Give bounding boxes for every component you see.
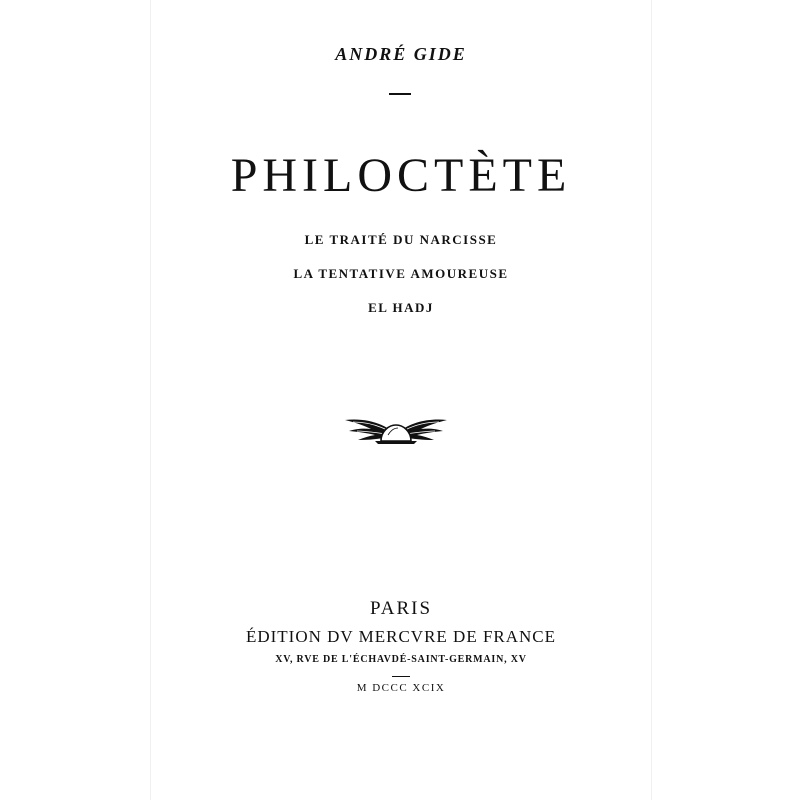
author-name: ANDRÉ GIDE <box>335 44 467 64</box>
contents-item: EL HADJ <box>368 300 434 315</box>
title-page <box>150 0 652 800</box>
imprint-city: PARIS <box>369 598 433 619</box>
contents-item: LE TRAITÉ DU NARCISSE <box>304 232 498 247</box>
imprint-publisher: ÉDITION DV MERCVRE DE FRANCE <box>245 627 557 646</box>
imprint-date: M DCCC XCIX <box>356 682 446 694</box>
imprint-address: XV, RVE DE L'ÉCHAVDÉ-SAINT-GERMAIN, XV <box>275 654 527 665</box>
contents-item: LA TENTATIVE AMOUREUSE <box>293 266 509 281</box>
book-title: PHILOCTÈTE <box>230 149 572 202</box>
date-divider <box>392 676 410 677</box>
winged-helmet-icon <box>343 410 449 450</box>
author-divider <box>389 93 411 95</box>
